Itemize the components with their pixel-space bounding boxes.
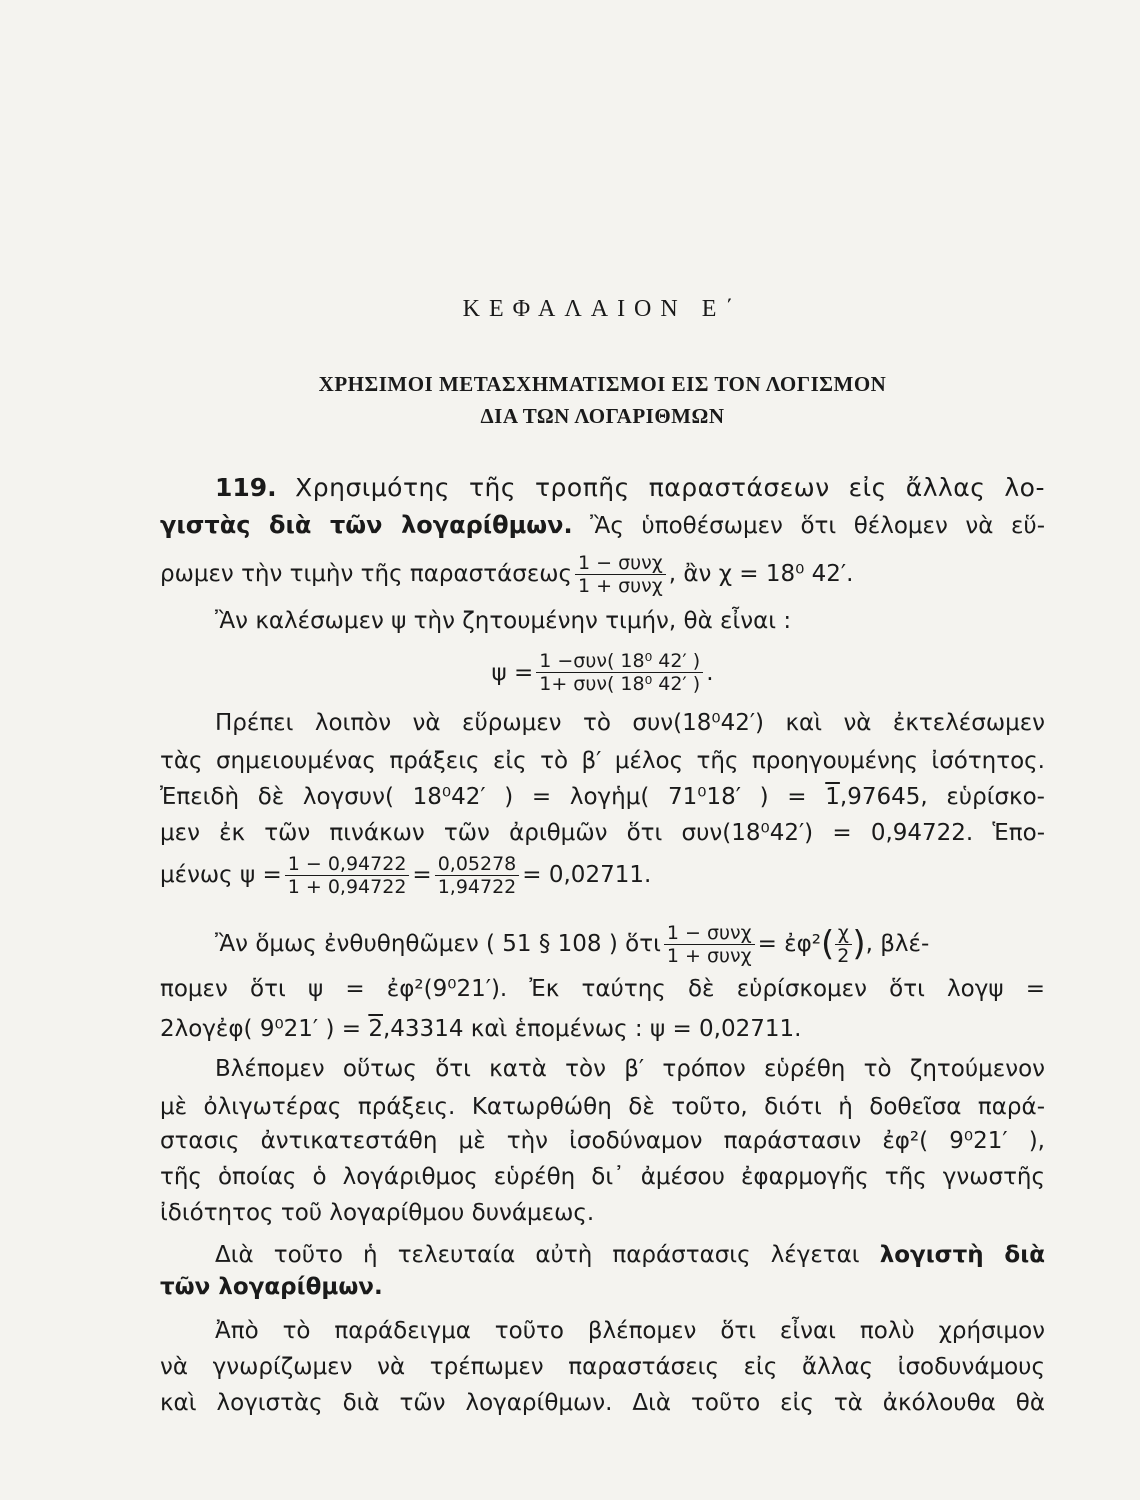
text-fragment: , ἂν χ = 18⁰ 42′. bbox=[668, 561, 854, 587]
text-fragment: ρωμεν τὴν τιμὴν τῆς παραστάσεως bbox=[160, 561, 573, 587]
text-fragment: Ἂν ὅμως ἐνθυθηθῶμεν ( 51 § 108 ) ὅτι bbox=[215, 931, 661, 957]
p5-line-1: Ἀπὸ τὸ παράδειγμα τοῦτο βλέπομεν ὅτι εἶναι πολὺ χρήσιμον bbox=[215, 1318, 1045, 1344]
section-119-line-8 bbox=[160, 782, 1045, 812]
fraction-numerator: 1 −συν( 18⁰ 42′ ) bbox=[536, 650, 703, 673]
section-119-line-4: Ἂν καλέσωμεν ψ τὴν ζητουμένην τιμήν, θὰ εἶναι : bbox=[215, 608, 792, 634]
text-fragment: μένως ψ = bbox=[160, 862, 282, 888]
paren-close: ) bbox=[852, 924, 866, 964]
fraction-half bbox=[834, 922, 852, 967]
fraction-numerator: 1 − συνχ bbox=[575, 552, 666, 575]
section-119-line-3 bbox=[160, 548, 1045, 600]
fraction-denominator: 1 + 0,94722 bbox=[287, 875, 407, 898]
fraction-numerator: χ bbox=[835, 922, 852, 945]
fraction-1 bbox=[575, 552, 666, 597]
fraction-4 bbox=[664, 922, 755, 967]
chapter-title-line-1: ΧΡΗΣΙΜΟΙ ΜΕΤΑΣΧΗΜΑΤΙΣΜΟΙ ΕΙΣ ΤΟΝ ΛΟΓΙΣΜΟΝ bbox=[318, 372, 887, 396]
section-119-line-7: τὰς σημειουμένας πράξεις εἰς τὸ β′ μέλος τῆς προηγουμένης ἰσότητος. bbox=[160, 748, 1045, 774]
bold-term: λογιστὴ διὰ bbox=[879, 1242, 1045, 1268]
eq-lhs: ψ = bbox=[491, 659, 534, 686]
text-fragment: ,43314 καὶ ἑπομένως : ψ = 0,02711. bbox=[382, 1016, 802, 1042]
fraction-2 bbox=[285, 853, 410, 898]
p3-line-5: ἰδιότητος τοῦ λογαρίθμου δυνάμεως. bbox=[160, 1200, 595, 1226]
text-fragment: 2λογἐφ( 9⁰21′ ) = bbox=[160, 1016, 369, 1042]
fraction-denominator: 1 + συνχ bbox=[578, 574, 663, 597]
fraction-denominator: 1 + συνχ bbox=[666, 944, 752, 967]
section-heading-b: γιστὰς διὰ τῶν λογαρίθμων. bbox=[160, 511, 573, 539]
fraction-numerator: 1 − 0,94722 bbox=[285, 853, 410, 876]
p4-line-1 bbox=[215, 1240, 1045, 1270]
text-fragment: Διὰ τοῦτο ἡ τελευταία αὐτὴ παράστασις λέγεται bbox=[215, 1242, 860, 1268]
display-equation bbox=[160, 650, 1045, 695]
text-fragment: Ἐπειδὴ δὲ λογσυν( 18⁰42′ ) = λογἡμ( 71⁰18′ ) = bbox=[160, 784, 826, 810]
p2-line-1 bbox=[215, 918, 1045, 970]
fraction-3 bbox=[435, 853, 520, 898]
text-fragment: Ἂς ὑποθέσωμεν ὅτι θέλομεν νὰ εὕ- bbox=[590, 513, 1045, 539]
fraction-denominator: 1+ συν( 18⁰ 42′ ) bbox=[539, 673, 701, 695]
chapter-heading: ΚΕΦΑΛΑΙΟΝ Ε΄ bbox=[462, 296, 743, 322]
p4-line-2: τῶν λογαρίθμων. bbox=[160, 1274, 383, 1300]
eq-end: . bbox=[706, 659, 714, 686]
p3-line-4: τῆς ὁποίας ὁ λογάριθμος εὑρέθη δι᾽ ἀμέσου ἐφαρμογῆς τῆς γνωστῆς bbox=[160, 1164, 1045, 1190]
text-fragment: , βλέ- bbox=[865, 931, 930, 957]
section-119-line-10 bbox=[160, 848, 1045, 902]
p5-line-2: νὰ γνωρίζωμεν νὰ τρέπωμεν παραστάσεις εἰς ἄλλας ἰσοδυνάμους bbox=[160, 1354, 1045, 1380]
fraction-denominator: 2 bbox=[837, 944, 850, 967]
text-fragment: ,97645, εὑρίσκο- bbox=[839, 784, 1045, 810]
section-119-line-1 bbox=[215, 473, 1045, 503]
paren-open: ( bbox=[821, 924, 835, 964]
p5-line-3: καὶ λογιστὰς διὰ τῶν λογαρίθμων. Διὰ τοῦτο εἰς τὰ ἀκόλουθα θὰ bbox=[160, 1390, 1045, 1416]
eq-fraction bbox=[536, 650, 703, 695]
bar-digit: 1 bbox=[825, 784, 840, 810]
section-number: 119. bbox=[215, 473, 277, 502]
fraction-numerator: 1 − συνχ bbox=[664, 922, 755, 945]
p2-line-3 bbox=[160, 1014, 1045, 1044]
section-119-line-6: Πρέπει λοιπὸν νὰ εὕρωμεν τὸ συν(18⁰42′) καὶ νὰ ἐκτελέσωμεν bbox=[215, 710, 1045, 736]
p2-line-2: πομεν ὅτι ψ = ἐφ²(9⁰21′). Ἐκ ταύτης δὲ εὑρίσκομεν ὅτι λογψ = bbox=[160, 976, 1045, 1002]
p3-line-1: Βλέπομεν οὕτως ὅτι κατὰ τὸν β′ τρόπον εὑρέθη τὸ ζητούμενον bbox=[215, 1056, 1045, 1082]
text-fragment: = ἐφ² bbox=[757, 931, 821, 957]
book-page bbox=[160, 0, 1045, 1500]
chapter-title-line-2: ΔΙΑ ΤΩΝ ΛΟΓΑΡΙΘΜΩΝ bbox=[480, 404, 725, 428]
text-fragment: = bbox=[412, 862, 432, 888]
fraction-numerator: 0,05278 bbox=[435, 853, 520, 876]
p3-line-2: μὲ ὀλιγωτέρας πράξεις. Κατωρθώθη δὲ τοῦτο, διότι ἡ δοθεῖσα παρά- bbox=[160, 1094, 1045, 1120]
section-heading-a: Χρησιμότης τῆς τροπῆς παραστάσεων εἰς ἄλλας λο- bbox=[295, 473, 1045, 502]
bar-digit: 2 bbox=[368, 1016, 383, 1042]
text-fragment: = 0,02711. bbox=[522, 862, 652, 888]
section-119-line-9: μεν ἐκ τῶν πινάκων τῶν ἀριθμῶν ὅτι συν(18⁰42′) = 0,94722. Ἑπο- bbox=[160, 820, 1045, 846]
section-119-line-2 bbox=[160, 510, 1045, 541]
p3-line-3: στασις ἀντικατεστάθη μὲ τὴν ἰσοδύναμον παράστασιν ἐφ²( 9⁰21′ ), bbox=[160, 1128, 1045, 1154]
fraction-denominator: 1,94722 bbox=[437, 875, 517, 898]
